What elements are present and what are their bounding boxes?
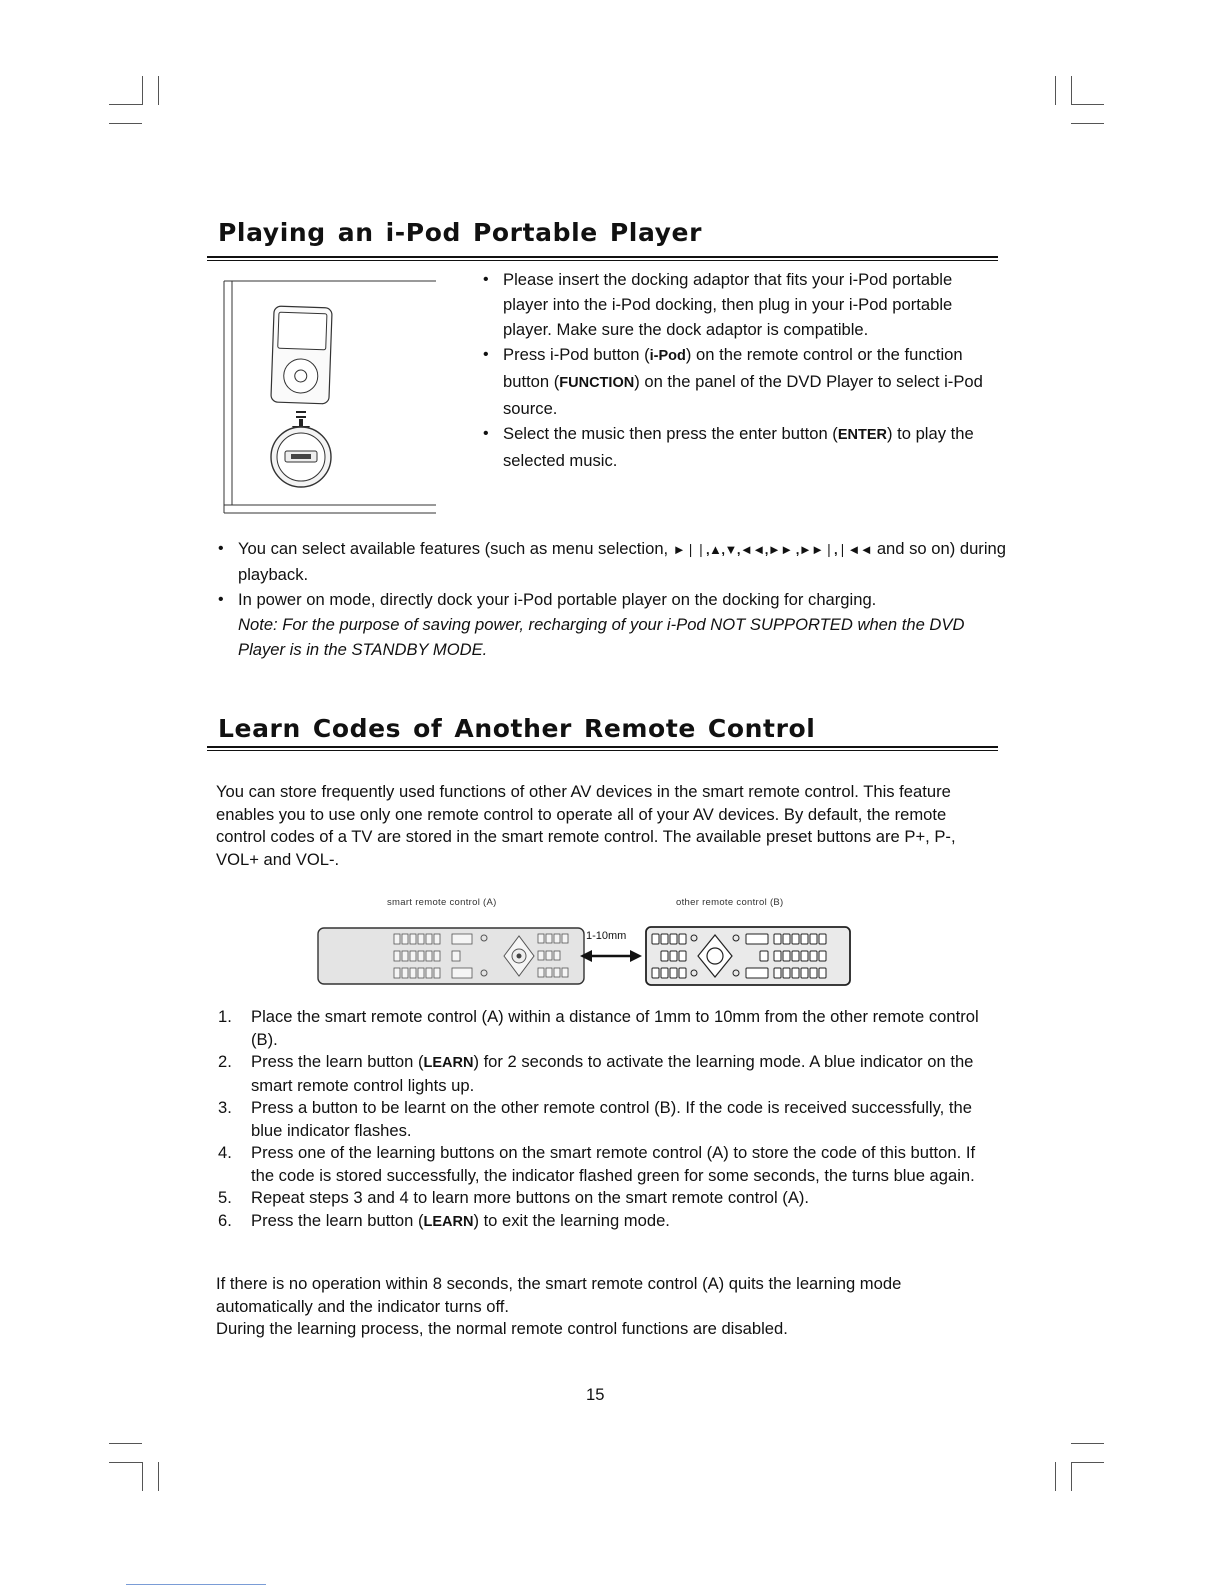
caption-other-remote: other remote control (B) bbox=[676, 897, 784, 908]
step-item: 1. Place the smart remote control (A) within a distance of 1mm to 10mm from the other remote control (B). bbox=[218, 1007, 979, 1049]
ipod-features bbox=[216, 536, 1006, 662]
step-item: 3. Press a button to be learnt on the other remote control (B). If the code is received successfully, the blue indicator flashes. bbox=[218, 1098, 972, 1140]
step-item: 2. Press the learn button (LEARN) for 2 seconds to activate the learning mode. A blue indicator on the smart remote control lights up. bbox=[218, 1052, 974, 1095]
step-item: 6. Press the learn button (LEARN) to exit the learning mode. bbox=[218, 1210, 670, 1230]
title-rule-thick bbox=[207, 746, 998, 748]
playback-symbols: ►❘❘,▲,▼,◄◄,►► ,►►❘,❘◄◄ bbox=[672, 542, 873, 557]
distance-label: 1-10mm bbox=[586, 930, 627, 942]
list-item: • Please insert the docking adaptor that fits your i-Pod portable player into the i-Pod docking, then plug in your i-Pod portable player. Make sure the dock adaptor is compatible. bbox=[481, 267, 1001, 342]
list-item: • Press i-Pod button (i-Pod) on the remote control or the function button (FUNCTION) on the panel of the DVD Player to select i-Pod source. bbox=[481, 342, 1001, 421]
learn-outro: If there is no operation within 8 seconds, the smart remote control (A) quits the learning mode automatically and the indicator turns off. During the learning process, the normal remote control functions are disabled. bbox=[216, 1274, 902, 1338]
section-title-learn-codes: Learn Codes of Another Remote Control bbox=[218, 714, 816, 743]
page-number: 15 bbox=[586, 1385, 605, 1404]
list-item: • Select the music then press the enter button (ENTER) to play the selected music. bbox=[481, 421, 1001, 473]
title-rule-thin bbox=[207, 750, 998, 751]
list-item: • You can select available features (such as menu selection, ►❘❘,▲,▼,◄◄,►► ,►►❘,❘◄◄ and so on) during playback. bbox=[216, 536, 1006, 587]
step-item: 4. Press one of the learning buttons on the smart remote control (A) to store the code of this button. If the code is stored successfully, the indicator flashed green for some seconds, the turns blue again. bbox=[218, 1143, 976, 1185]
learn-steps bbox=[218, 1006, 998, 1233]
standby-note: Note: For the purpose of saving power, recharging of your i-Pod NOT SUPPORTED when the DVD Player is in the STANDBY MODE. bbox=[238, 615, 965, 659]
title-rule-thin bbox=[207, 260, 998, 261]
learn-intro: You can store frequently used functions of other AV devices in the smart remote control. This feature enables you to use only one remote control to operate all of your AV devices. By default, the remote control codes of a TV are stored in the smart remote control. The available preset buttons are P+, P-, VOL+ and VOL-. bbox=[216, 782, 956, 869]
ipod-docking-illustration bbox=[222, 279, 438, 515]
caption-smart-remote: smart remote control (A) bbox=[387, 897, 497, 908]
ipod-instructions bbox=[481, 267, 1001, 473]
section-title-ipod: Playing an i-Pod Portable Player bbox=[218, 218, 703, 247]
list-item: • In power on mode, directly dock your i-Pod portable player on the docking for charging. Note: For the purpose of saving power, recharging of your i-Pod NOT SUPPORTED when the DVD Player is in the STANDBY MODE. bbox=[216, 587, 1006, 662]
title-rule-thick bbox=[207, 256, 998, 258]
step-item: 5. Repeat steps 3 and 4 to learn more buttons on the smart remote control (A). bbox=[218, 1188, 810, 1207]
